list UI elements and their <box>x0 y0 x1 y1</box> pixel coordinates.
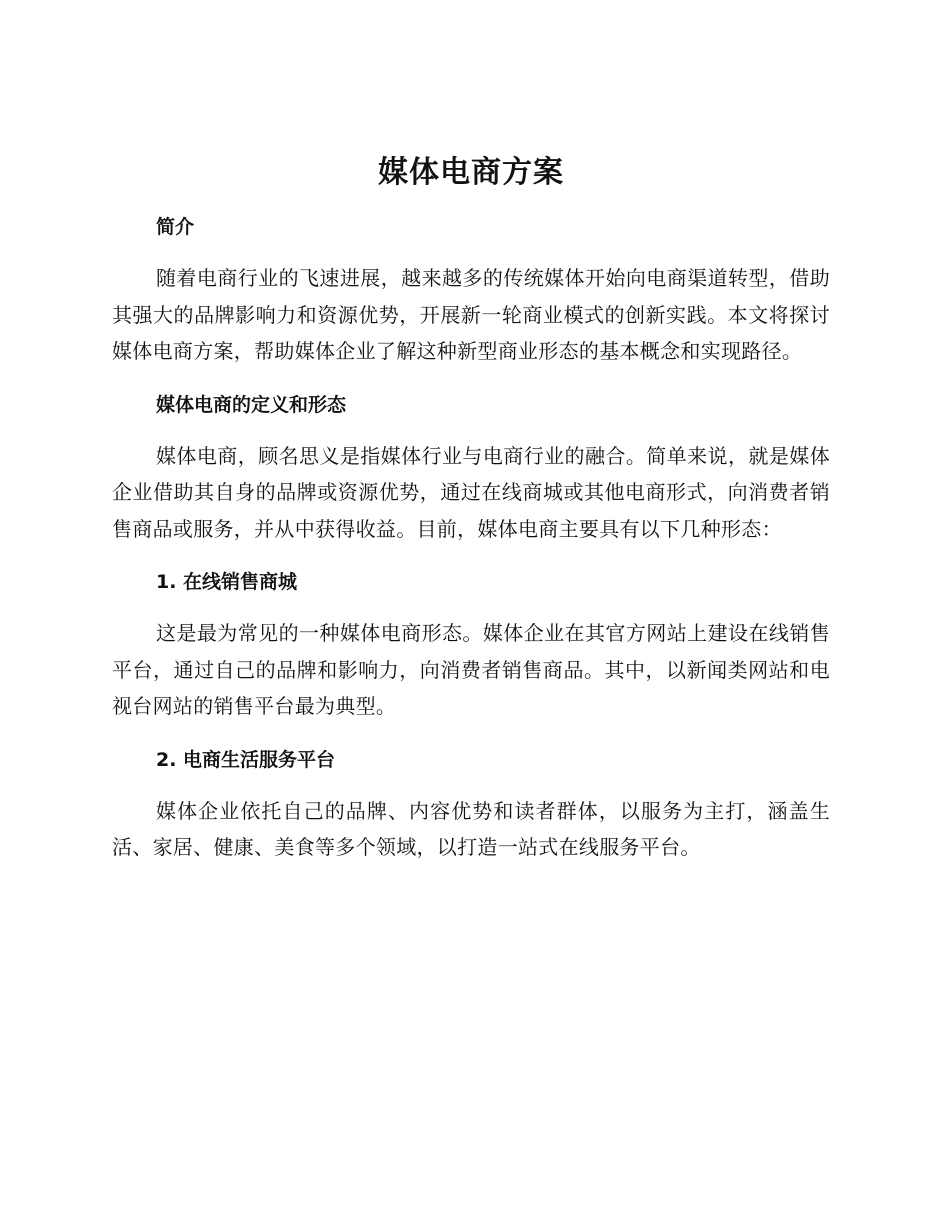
section-paragraph-intro: 随着电商行业的飞速进展，越来越多的传统媒体开始向电商渠道转型，借助其强大的品牌影响力和资源优势，开展新一轮商业模式的创新实践。本文将探讨媒体电商方案，帮助媒体企业了解这种新型商业形态的基本概念和实现路径。 <box>112 266 830 363</box>
document-page <box>112 150 830 866</box>
section-heading-online-mall: 1. 在线销售商城 <box>156 571 298 593</box>
section-paragraph-online-mall: 这是最为常见的一种媒体电商形态。媒体企业在其官方网站上建设在线销售平台，通过自己的品牌和影响力，向消费者销售商品。其中，以新闻类网站和电视台网站的销售平台最为典型。 <box>112 621 830 718</box>
section-heading-definition: 媒体电商的定义和形态 <box>156 393 347 416</box>
document-title: 媒体电商方案 <box>378 155 564 190</box>
section-heading-intro: 简介 <box>156 216 195 238</box>
section-paragraph-definition: 媒体电商，顾名思义是指媒体行业与电商行业的融合。简单来说，就是媒体企业借助其自身的品牌或资源优势，通过在线商城或其他电商形式，向消费者销售商品或服务，并从中获得收益。目前，媒体电商主要具有以下几种形态： <box>112 443 830 541</box>
section-heading-life-service: 2. 电商生活服务平台 <box>156 748 336 771</box>
section-paragraph-life-service: 媒体企业依托自己的品牌、内容优势和读者群体，以服务为主打，涵盖生活、家居、健康、美食等多个领域，以打造一站式在线服务平台。 <box>112 798 830 859</box>
